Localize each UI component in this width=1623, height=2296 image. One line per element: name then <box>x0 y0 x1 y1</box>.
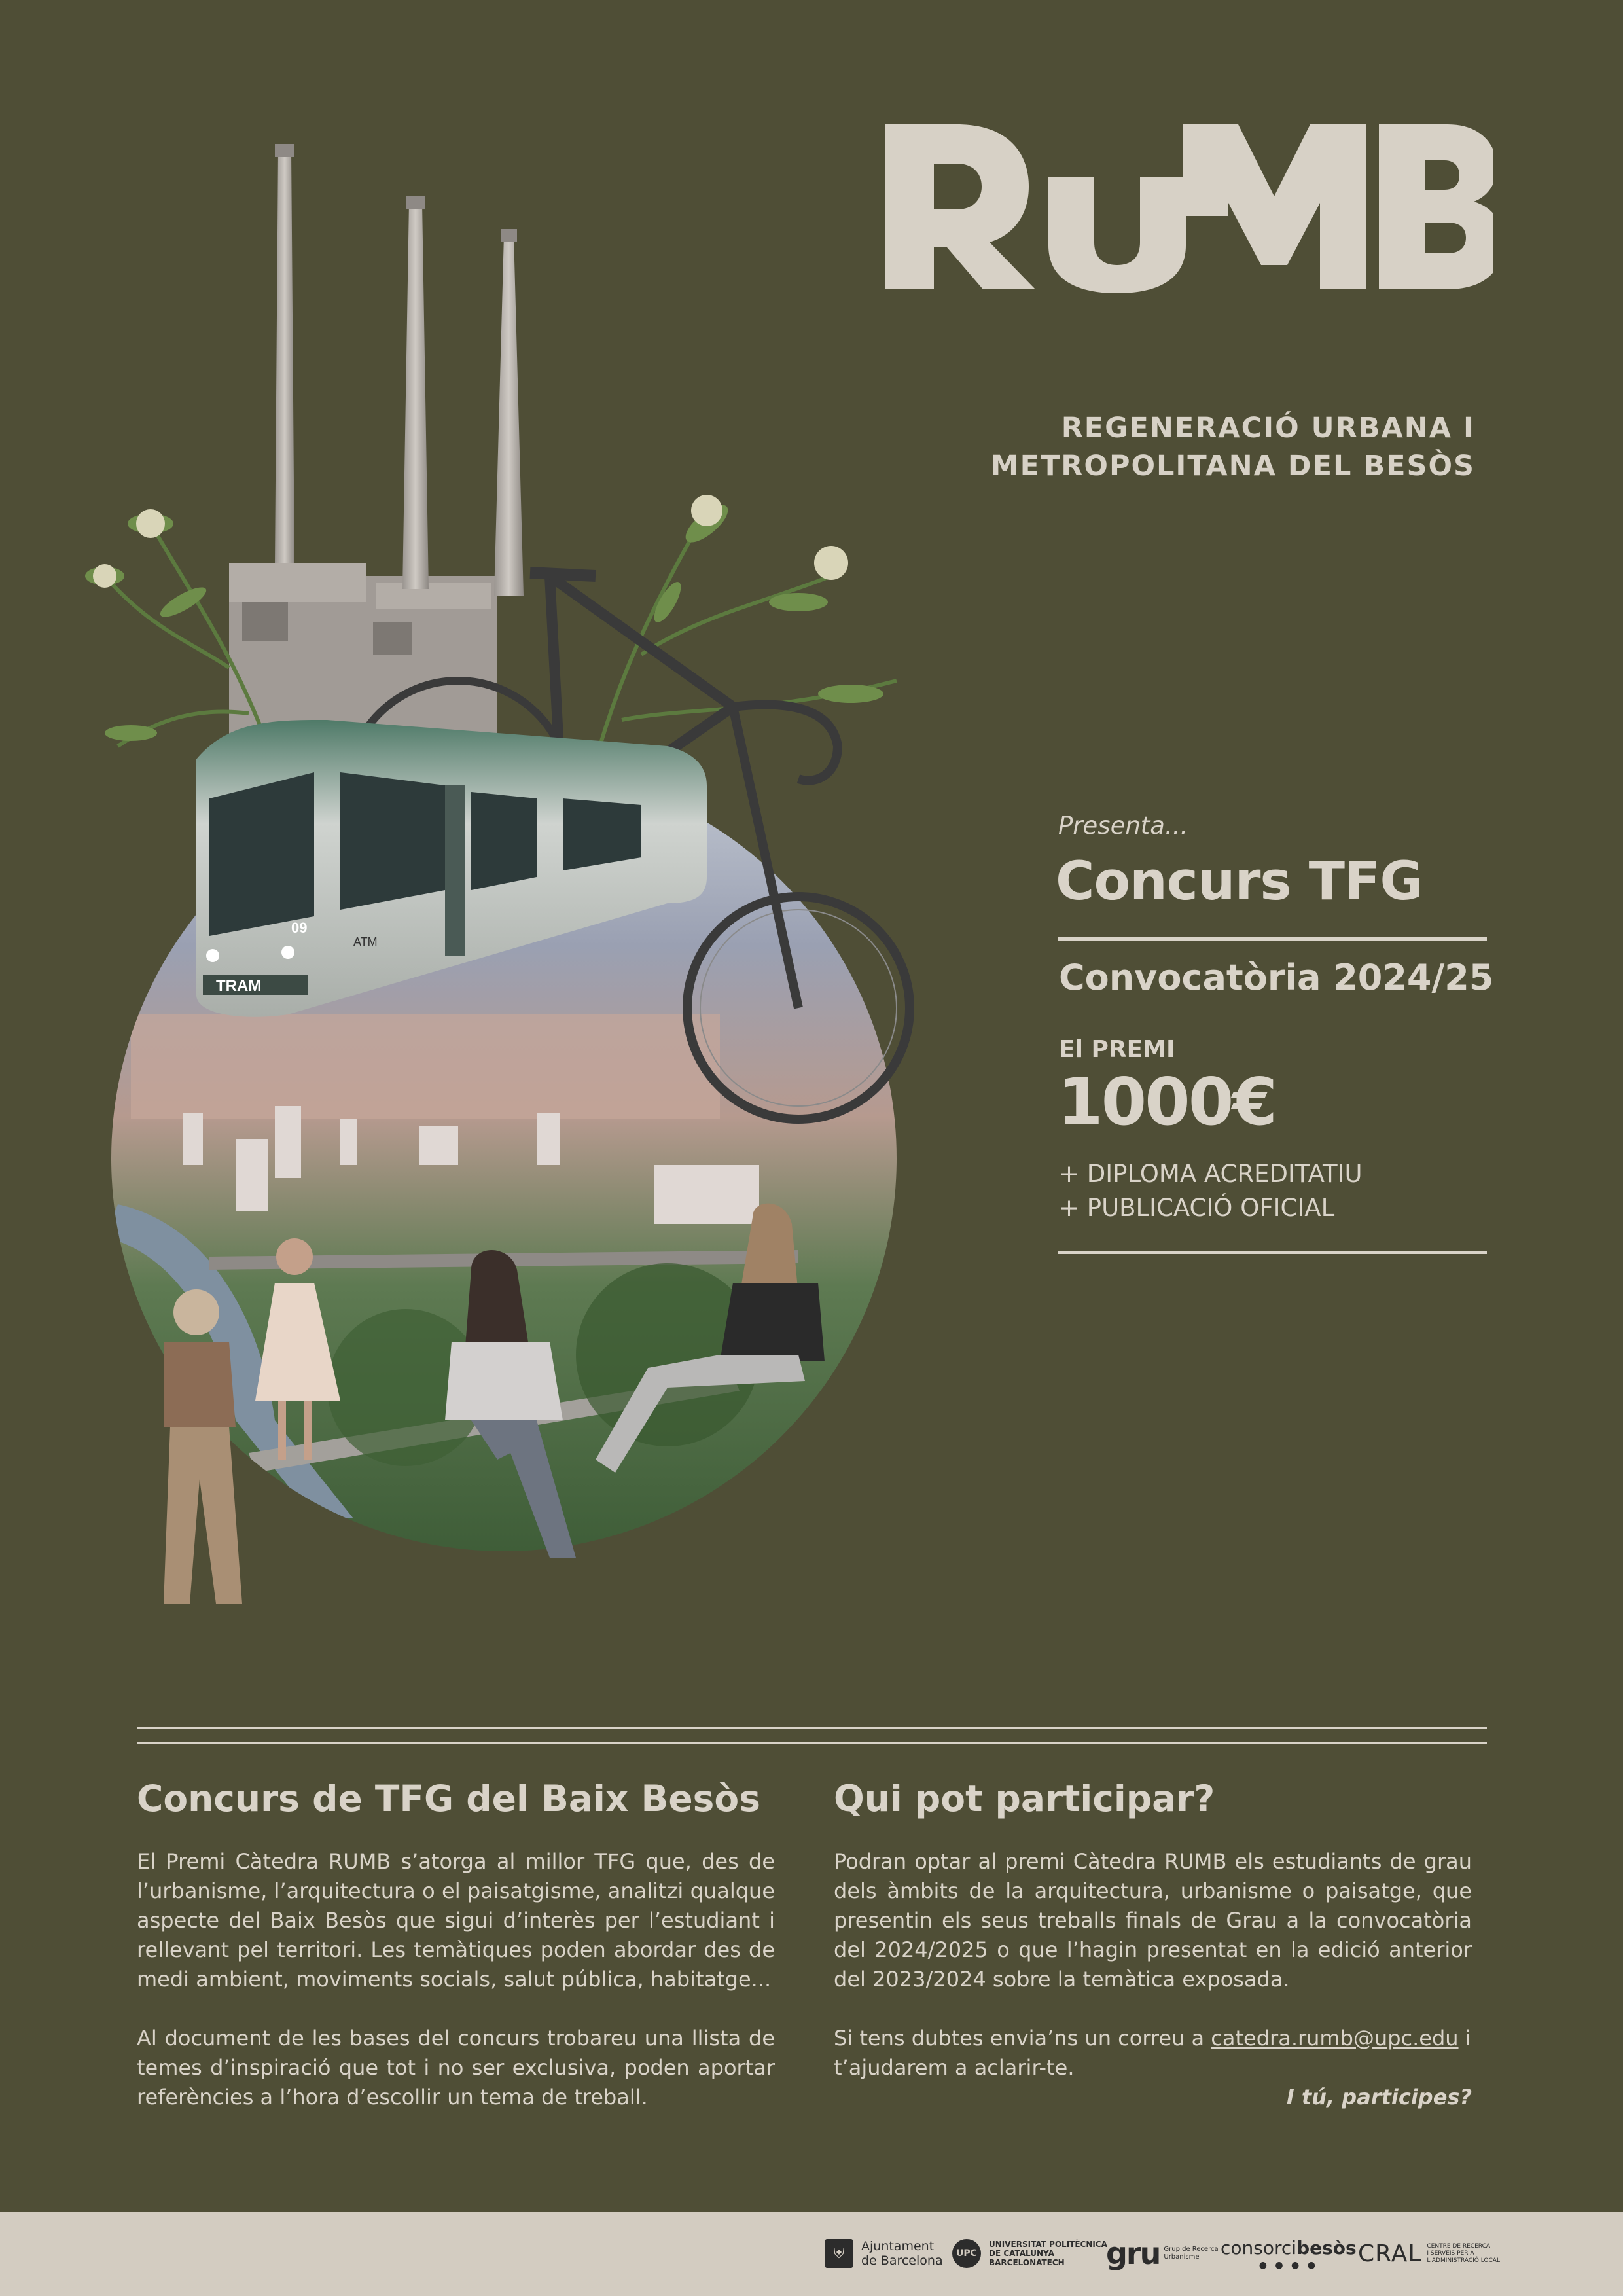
tram-number: 09 <box>291 920 308 936</box>
upc-seal-icon: UPC <box>952 2239 981 2268</box>
sponsor-consorci-besos <box>1221 2231 1357 2276</box>
cral-line2: I SERVEIS PER A <box>1427 2250 1474 2257</box>
premi-amount: 1000€ <box>1058 1064 1275 1140</box>
logo-subtitle-line2: METROPOLITANA DEL BESÒS <box>990 450 1475 482</box>
left-paragraph-1: El Premi Càtedra RUMB s’atorga al millor TFG que, des de l’urbanisme, l’arquitectura o el paisatgisme, analitzi qualque aspecte del Baix Besòs que sigui d’interès per l’estudiant i rellevant pel territori. Les temàtiques poden abordar des de medi ambient, moviments socials, salut pública, habitatge... <box>137 1849 775 1992</box>
premi-extras <box>1059 1157 1363 1225</box>
divider <box>137 1727 1487 1729</box>
upc-line2: DE CATALUNYA <box>989 2249 1054 2258</box>
sponsor-ajuntament <box>825 2231 943 2276</box>
contact-prefix: Si tens dubtes envia’ns un correu a <box>834 2026 1211 2051</box>
rumb-logo <box>885 118 1493 485</box>
divider <box>1058 1251 1487 1254</box>
cral-logo-icon: CRAL <box>1358 2240 1422 2267</box>
convocatoria-heading: Convocatòria 2024/25 <box>1059 957 1494 998</box>
ajuntament-line2: de Barcelona <box>861 2253 943 2268</box>
gru-line1: Grup de Recerca <box>1164 2246 1219 2253</box>
sponsor-upc <box>952 2231 1107 2276</box>
premi-label: El PREMI <box>1059 1036 1175 1063</box>
gru-logo-icon: gru <box>1106 2236 1160 2271</box>
upc-line3: BARCELONATECH <box>989 2258 1065 2267</box>
sponsor-gru <box>1106 2231 1219 2276</box>
right-paragraph-2 <box>834 2024 1472 2083</box>
concurs-title: Concurs TFG <box>1056 851 1423 912</box>
extra-diploma: + DIPLOMA ACREDITATIU <box>1059 1160 1363 1188</box>
ajuntament-line1: Ajuntament <box>861 2239 935 2253</box>
cral-line1: CENTRE DE RECERCA <box>1427 2242 1491 2250</box>
contact-email-link[interactable]: catedra.rumb@upc.edu <box>1211 2026 1459 2051</box>
cral-line3: L'ADMINISTRACIÓ LOCAL <box>1427 2257 1500 2264</box>
left-heading: Concurs de TFG del Baix Besòs <box>137 1778 760 1820</box>
rumb-wordmark-icon <box>885 118 1493 295</box>
sponsor-footer <box>0 2212 1623 2296</box>
logo-subtitle-line1: REGENERACIÓ URBANA I <box>1061 412 1475 444</box>
gru-line2: Urbanisme <box>1164 2253 1200 2261</box>
power-plant-chimneys <box>229 144 524 798</box>
consorci-logo-icon: ● ● ● ● <box>1258 2259 1318 2270</box>
consorci-word: consorci <box>1221 2236 1297 2259</box>
right-paragraph-1: Podran optar al premi Càtedra RUMB els estudiants de grau dels àmbits de la arquitectura, urbanisme o paisatge, que presentin els seus treballs finals de Grau a la convocatòria del 2024/2025 o que l’hagin presentat en la edició anterior del 2023/2024 sobre la temàtica exposada. <box>834 1849 1472 1992</box>
left-column <box>137 1775 775 2112</box>
besos-word: besòs <box>1296 2236 1357 2259</box>
collage-illustration <box>79 144 929 1636</box>
divider <box>1058 937 1487 941</box>
right-column <box>834 1775 1472 2112</box>
left-paragraph-2: Al document de les bases del concurs trobareu una llista de temes d’inspiració que tot i no ser exclusiva, poden aportar referències a l’hora d’escollir un tema de treball. <box>137 2026 775 2109</box>
contact-suffix: i t’ajudarem a aclarir-te. <box>834 2026 1471 2080</box>
extra-publicacio: + PUBLICACIÓ OFICIAL <box>1059 1194 1335 1222</box>
ajuntament-shield-icon: ⛨ <box>825 2239 853 2268</box>
sponsor-cral <box>1358 2231 1500 2276</box>
upc-line1: UNIVERSITAT POLITÈCNICA <box>989 2240 1107 2249</box>
tram-label: TRAM <box>216 977 262 995</box>
logo-subtitle <box>885 409 1475 485</box>
right-heading: Qui pot participar? <box>834 1778 1215 1820</box>
closing-question: I tú, participes? <box>1286 2085 1472 2109</box>
divider <box>137 1742 1487 1744</box>
presenta-text: Presenta... <box>1058 812 1188 840</box>
tram-brand: ATM <box>353 935 378 948</box>
